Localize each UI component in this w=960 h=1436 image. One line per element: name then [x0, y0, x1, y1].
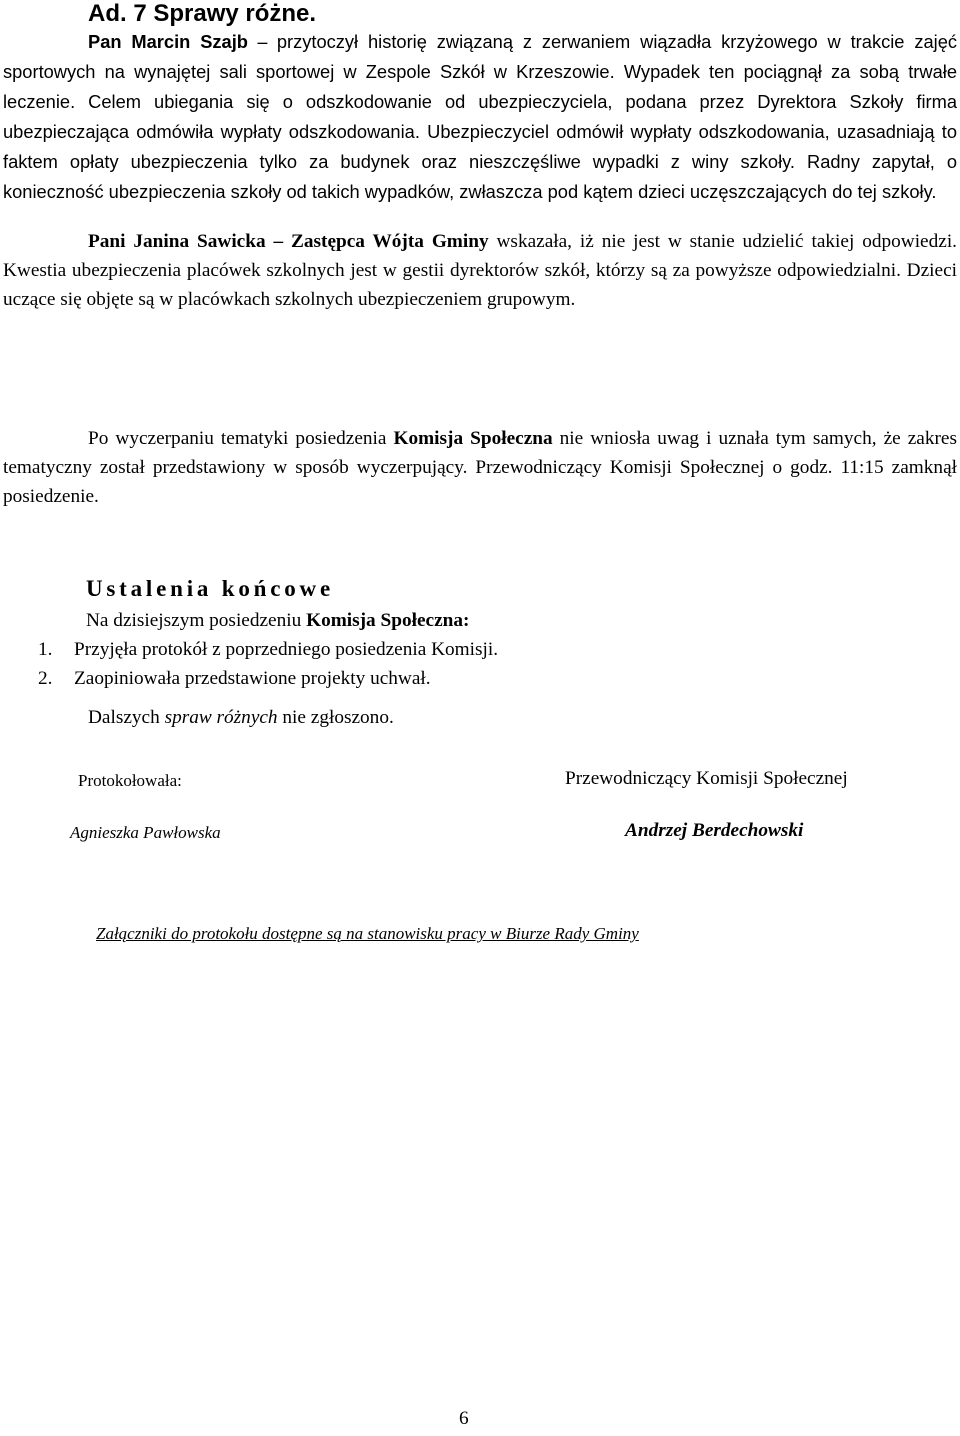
paragraph-text: nie zgłoszono. [277, 707, 394, 728]
speaker-dash: – [247, 32, 277, 53]
paragraph-text: nie wniosła uwag i uznała tym samych, że zakres tematyczny został przedstawiony w sposób wyczerpujący. Przewodniczący Komisji Społecznej o godz. 11:15 zamknął posiedzenie. [3, 428, 957, 507]
paragraph-szajb [3, 27, 957, 207]
recorder-label: Protokołowała: [78, 771, 182, 790]
list-number: 1. [38, 639, 53, 660]
list-item [38, 635, 498, 664]
paragraph-sawicka [3, 227, 957, 314]
paragraph-no-other-matters [88, 703, 888, 732]
speaker-name: Pani Janina Sawicka – Zastępca Wójta Gminy [88, 231, 489, 252]
paragraph-text: przytoczył historię związaną z zerwaniem wiązadła krzyżowego w trakcie zajęć sportowych na wynajętej sali sportowej w Zespole Szkół w Krzeszowie. Wypadek ten pociągnął za sobą trwałe leczenie. Celem ubiegania się o odszkodowanie od ubezpieczyciela, podana przez Dyrektora Szkoły firma ubezpieczająca odmówiła wypłaty odszkodowania. Ubezpieczyciel odmówił wypłaty odszkodowania, uzasadniają to faktem opłaty ubezpieczenia tylko za budynek oraz nieszczęśliwe wypadki z winy szkoły. Radny zapytał, o konieczność ubezpieczenia szkoły od takich wypadków, zwłaszcza pod kątem dzieci uczęszczających do tej szkoły. [3, 31, 957, 202]
paragraph-closing [3, 424, 957, 511]
committee-name: Komisja Społeczna [393, 428, 553, 449]
list-text: Przyjęła protokół z poprzedniego posiedzenia Komisji. [74, 639, 499, 660]
speaker-name: Pan Marcin Szajb [88, 31, 248, 52]
section-heading: Ad. 7 Sprawy różne. [88, 0, 317, 27]
attachments-note: Załączniki do protokołu dostępne są na stanowisku pracy w Biurze Rady Gminy [96, 924, 639, 943]
paragraph-text: Dalszych [88, 707, 165, 728]
list-item [38, 664, 498, 693]
paragraph-text: wskazała, iż nie jest w stanie udzielić takiej odpowiedzi. Kwestia ubezpieczenia placówek szkolnych jest w gestii dyrektorów szkół, którzy są za powyższe odpowiedzialni. Dzieci uczące się objęte są w placówkach szkolnych ubezpieczeniem grupowym. [3, 231, 957, 310]
page-number: 6 [459, 1408, 469, 1429]
paragraph-text: Po wyczerpaniu tematyki posiedzenia [88, 428, 394, 449]
final-findings-heading: Ustalenia końcowe [86, 576, 334, 601]
final-findings-intro [86, 606, 469, 635]
intro-text: Na dzisiejszym posiedzeniu [86, 610, 307, 631]
list-text: Zaopiniowała przedstawione projekty uchwał. [74, 668, 431, 689]
chairman-label: Przewodniczący Komisji Społecznej [565, 768, 848, 789]
chairman-name: Andrzej Berdechowski [625, 820, 804, 841]
committee-name: Komisja Społeczna: [306, 610, 470, 631]
list-number: 2. [38, 668, 53, 689]
final-findings-list [38, 635, 498, 693]
italic-phrase: spraw różnych [164, 707, 278, 728]
recorder-name: Agnieszka Pawłowska [70, 823, 221, 842]
